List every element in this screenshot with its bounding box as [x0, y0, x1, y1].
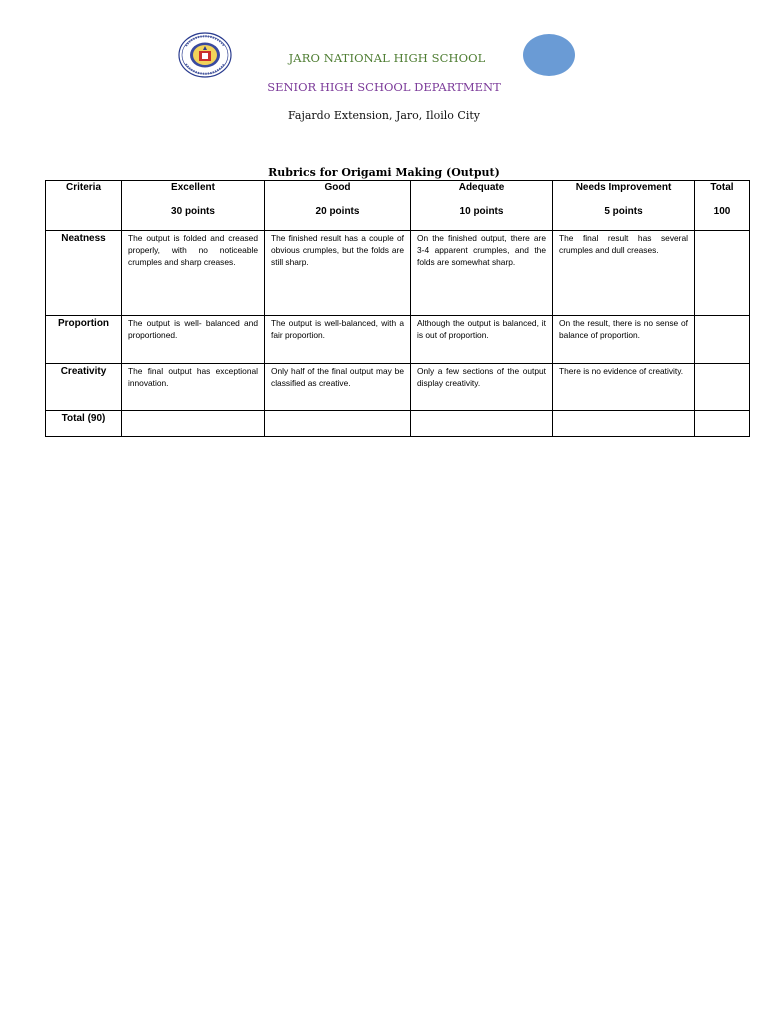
- cell-proportion-total: [695, 316, 750, 364]
- table-row: [46, 231, 750, 316]
- column-label: Excellent: [171, 182, 215, 193]
- cell-proportion-needs-improvement: On the result, there is no sense of balance of proportion.: [553, 316, 695, 364]
- criterion-creativity: Creativity: [46, 364, 122, 411]
- total-cell-good: [265, 411, 411, 437]
- header-row: [46, 181, 750, 231]
- cell-creativity-needs-improvement: There is no evidence of creativity.: [553, 364, 695, 411]
- cell-neatness-needs-improvement: The final result has several crumples and dull creases.: [553, 231, 695, 316]
- cell-proportion-good: The output is well-balanced, with a fair proportion.: [265, 316, 411, 364]
- cell-creativity-adequate: Only a few sections of the output display creativity.: [411, 364, 553, 411]
- header-good: [265, 181, 411, 231]
- column-label: Adequate: [458, 182, 505, 193]
- total-cell-excellent: [122, 411, 265, 437]
- column-points: 10 points: [459, 206, 504, 217]
- header-total: [695, 181, 750, 231]
- table-row: [46, 316, 750, 364]
- header-needs-improvement: [553, 181, 695, 231]
- column-label: Criteria: [65, 182, 101, 193]
- criterion-neatness: Neatness: [46, 231, 122, 316]
- column-points: 30 points: [171, 206, 215, 217]
- header-criteria: [46, 181, 122, 231]
- column-label: Good: [324, 182, 351, 193]
- cell-creativity-excellent: The final output has exceptional innovation.: [122, 364, 265, 411]
- total-cell-total: [695, 411, 750, 437]
- cell-creativity-good: Only half of the final output may be classified as creative.: [265, 364, 411, 411]
- rubric-title: Rubrics for Origami Making (Output): [268, 166, 500, 179]
- total-cell-adequate: [411, 411, 553, 437]
- column-label: Needs Improvement: [575, 182, 672, 193]
- cell-neatness-adequate: On the finished output, there are 3-4 apparent crumples, and the folds are somewhat sharp.: [411, 231, 553, 316]
- criterion-proportion: Proportion: [46, 316, 122, 364]
- rubric-table: [45, 180, 750, 437]
- school-address: Fajardo Extension, Jaro, Iloilo City: [288, 109, 480, 122]
- column-label: Total: [710, 182, 734, 193]
- cell-neatness-excellent: The output is folded and creased properly, with no noticeable crumples and sharp creases.: [122, 231, 265, 316]
- total-row-label: Total (90): [46, 411, 122, 437]
- total-cell-needs-improvement: [553, 411, 695, 437]
- cell-proportion-excellent: The output is well- balanced and proportioned.: [122, 316, 265, 364]
- cell-proportion-adequate: Although the output is balanced, it is out of proportion.: [411, 316, 553, 364]
- school-name: JARO NATIONAL HIGH SCHOOL: [288, 51, 486, 65]
- column-points: 5 points: [604, 206, 643, 217]
- department-name: SENIOR HIGH SCHOOL DEPARTMENT: [267, 80, 501, 94]
- table-row: [46, 364, 750, 411]
- header-adequate: [411, 181, 553, 231]
- column-points: 20 points: [315, 206, 360, 217]
- cell-neatness-total: [695, 231, 750, 316]
- column-points: 100: [713, 206, 731, 217]
- header-excellent: [122, 181, 265, 231]
- total-row: [46, 411, 750, 437]
- cell-creativity-total: [695, 364, 750, 411]
- cell-neatness-good: The finished result has a couple of obvious crumples, but the folds are still sharp.: [265, 231, 411, 316]
